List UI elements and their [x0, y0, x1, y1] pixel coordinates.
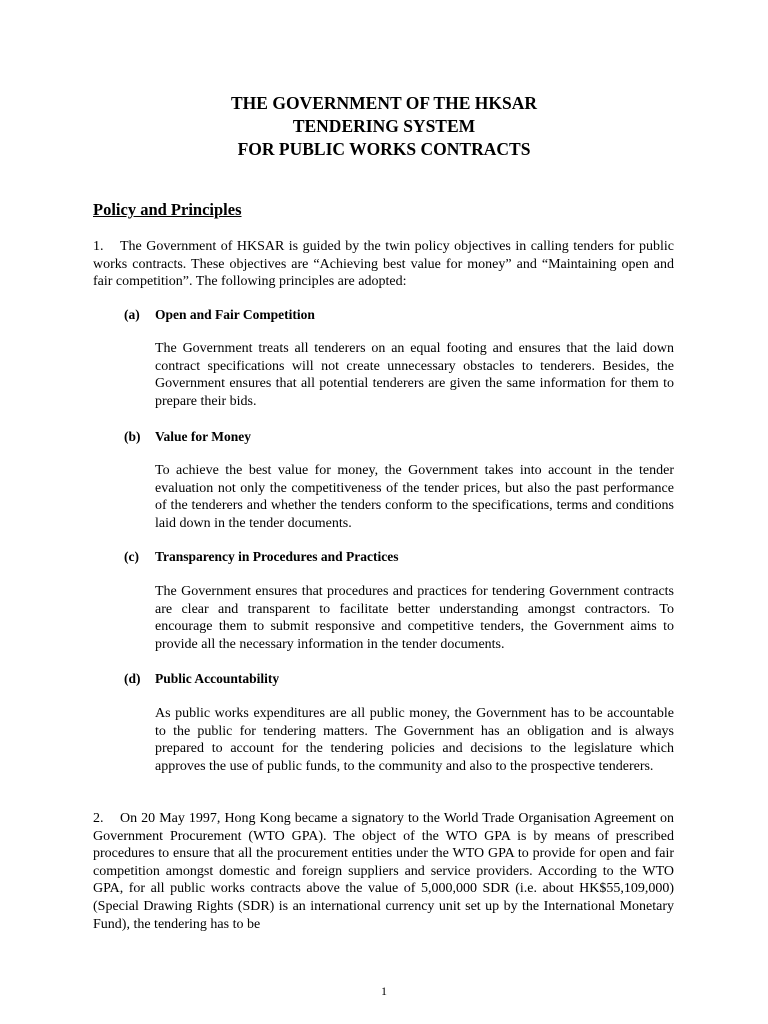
- paragraph-text: On 20 May 1997, Hong Kong became a signatory to the World Trade Organisation Agreement on Government Procurement (WTO GPA). The object of the WTO GPA is by means of prescribed procedures to ensure that all the procurement entities under the WTO GPA to provide for open and fair competition amongst domestic and foreign suppliers and service providers. According to the WTO GPA, for all public works contracts above the value of 5,000,000 SDR (i.e. about HK$55,109,000) (Special Drawing Rights (SDR) is an international currency unit set up by the International Monetary Fund), the tendering has to be: [93, 811, 674, 932]
- principle-label: (a): [124, 307, 140, 322]
- paragraph-2: [93, 810, 674, 933]
- principle-text-b: To achieve the best value for money, the Government takes into account in the tender evaluation not only the competitiveness of the tender prices, but also the past performance of the tenderers and whether the tenders conform to the specifications, terms and conditions laid down in the tender documents.: [155, 463, 674, 531]
- paragraph-number: 1.: [93, 239, 104, 254]
- principle-heading-a: [124, 306, 315, 324]
- principle-heading-d: [124, 670, 279, 688]
- title-line-2: TENDERING SYSTEM: [292, 116, 476, 136]
- paragraph-1: [93, 238, 674, 291]
- document-title: [0, 92, 768, 161]
- principle-title: Value for Money: [155, 429, 251, 444]
- title-line-1: THE GOVERNMENT OF THE HKSAR: [231, 93, 537, 113]
- principle-label: (c): [124, 549, 139, 564]
- principle-label: (d): [124, 671, 141, 686]
- principle-title: Public Accountability: [155, 671, 280, 686]
- principle-title: Transparency in Procedures and Practices: [155, 549, 399, 564]
- principle-label: (b): [124, 429, 141, 444]
- paragraph-text: The Government of HKSAR is guided by the twin policy objectives in calling tenders for public works contracts. These objectives are “Achieving best value for money” and “Maintaining open and fair competition”. The following principles are adopted:: [93, 239, 674, 290]
- principle-text-d: As public works expenditures are all public money, the Government has to be accountable to the public for tendering matters. The Government has an obligation and is always prepared to account for the tendering policies and decisions to the legislature which approves the use of public funds, to the community and also to the prospective tenderers.: [155, 706, 674, 774]
- page-number: 1: [381, 984, 387, 998]
- paragraph-number: 2.: [93, 811, 104, 826]
- principle-title: Open and Fair Competition: [155, 307, 315, 322]
- section-heading: Policy and Principles: [93, 200, 242, 219]
- principle-heading-b: [124, 428, 251, 446]
- principle-text-c: The Government ensures that procedures and practices for tendering Government contracts are clear and transparent to facilitate better understanding amongst contractors. To encourage them to submit responsive and competitive tenders, the Government aims to provide all the necessary information in the tender documents.: [155, 584, 674, 652]
- principle-text-a: The Government treats all tenderers on an equal footing and ensures that the laid down contract specifications will not create unnecessary obstacles to tenderers. Besides, the Government ensures that all potential tenderers are given the same information for them to prepare their bids.: [155, 341, 674, 409]
- title-line-3: FOR PUBLIC WORKS CONTRACTS: [237, 139, 531, 159]
- principle-heading-c: [124, 548, 398, 566]
